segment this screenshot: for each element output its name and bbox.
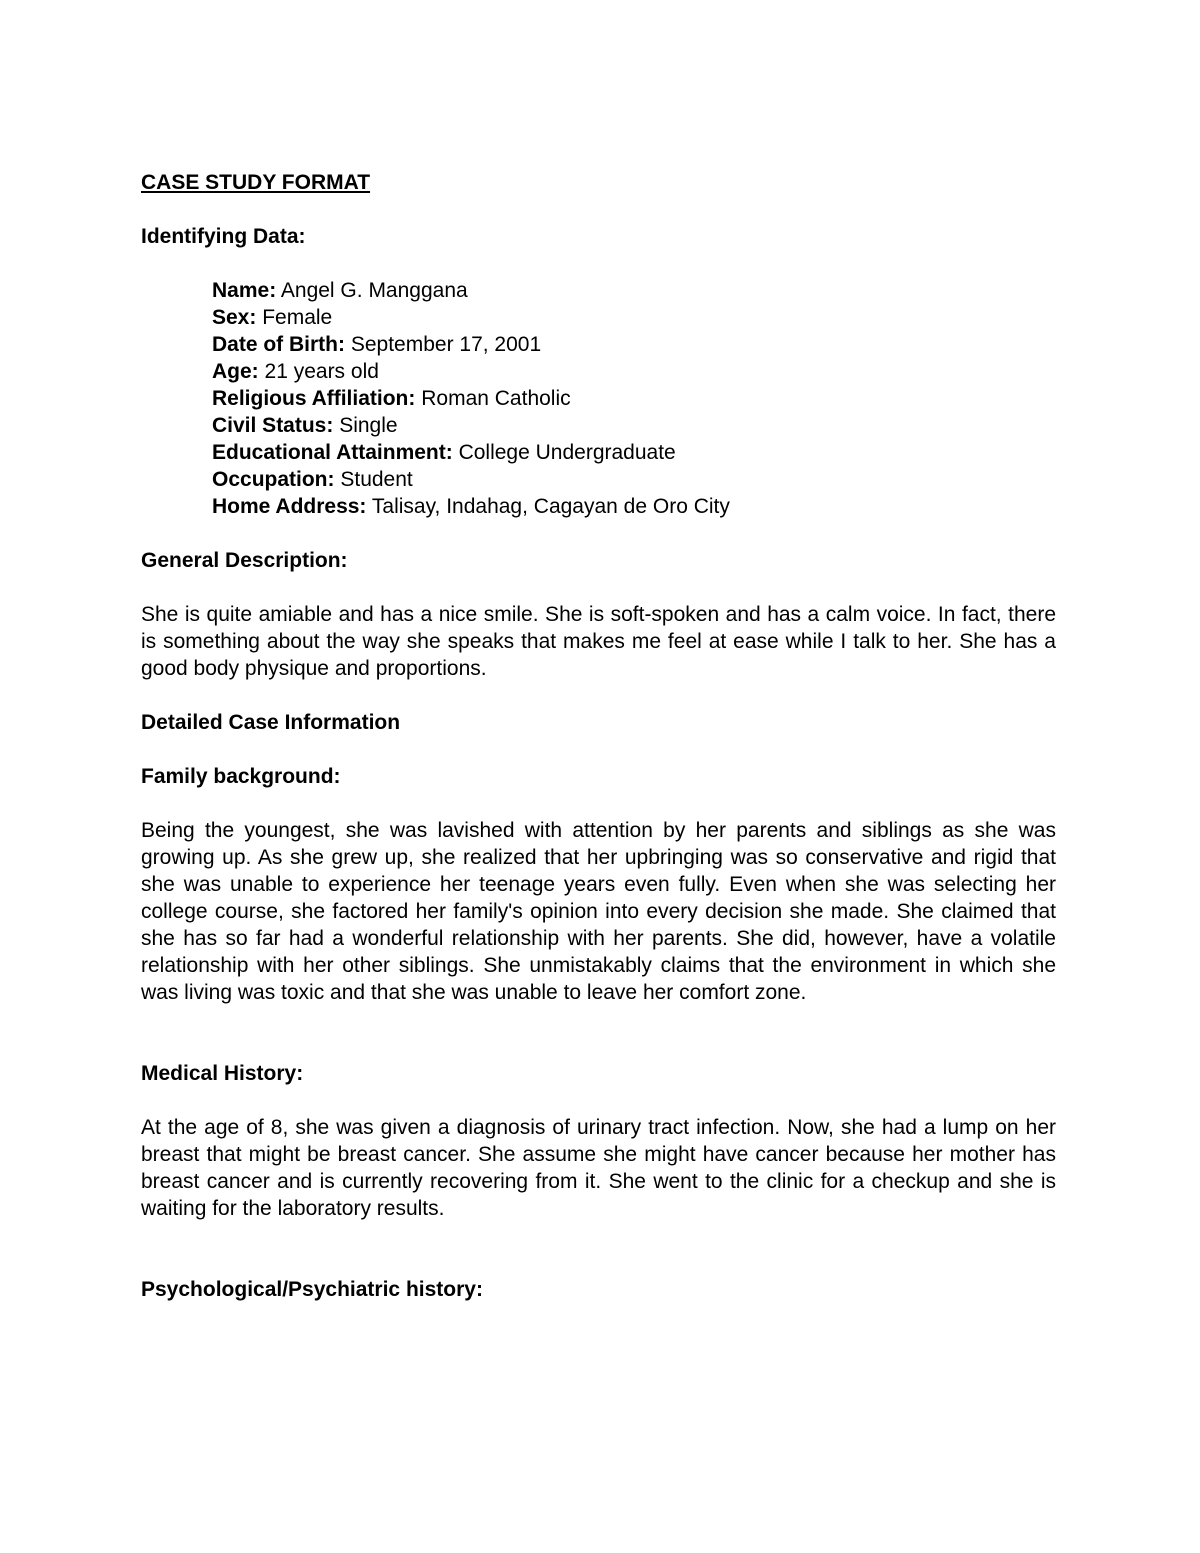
field-label: Civil Status: [212, 414, 334, 437]
field-value: Student [340, 468, 413, 491]
field-occupation [212, 466, 1056, 493]
field-label: Age: [212, 360, 259, 383]
identifying-data-list [141, 277, 1056, 520]
field-age [212, 358, 1056, 385]
family-background-text: Being the youngest, she was lavished with attention by her parents and siblings as she was growing up. As she grew up, she realized that her upbringing was so conservative and rigid that she was unable to experience her teenage years even fully. Even when she was selecting her college course, she factored her family's opinion into every decision she made. She claimed that she has so far had a wonderful relationship with her parents. She did, however, have a volatile relationship with her other siblings. She unmistakably claims that the environment in which she was living was toxic and that she was unable to leave her comfort zone. [141, 819, 1056, 1004]
field-label: Educational Attainment: [212, 441, 453, 464]
field-label: Name: [212, 279, 277, 302]
field-value: September 17, 2001 [350, 333, 542, 356]
field-value: College Undergraduate [458, 441, 676, 464]
field-label: Occupation: [212, 468, 335, 491]
detailed-case-heading: Detailed Case Information [141, 711, 401, 734]
field-date-of-birth [212, 331, 1056, 358]
identifying-data-heading: Identifying Data: [141, 225, 306, 248]
field-value: Talisay, Indahag, Cagayan de Oro City [371, 495, 730, 518]
field-label: Sex: [212, 306, 257, 329]
medical-history-text: At the age of 8, she was given a diagnosis of urinary tract infection. Now, she had a lump on her breast that might be breast cancer. She assume she might have cancer because her mother has breast cancer and is currently recovering from it. She went to the clinic for a checkup and she is waiting for the laboratory results. [141, 1116, 1056, 1220]
field-value: Roman Catholic [421, 387, 571, 410]
field-educational-attainment [212, 439, 1056, 466]
field-civil-status [212, 412, 1056, 439]
field-value: Angel G. Manggana [280, 279, 468, 302]
field-value: 21 years old [264, 360, 379, 383]
field-label: Home Address: [212, 495, 367, 518]
family-background-heading: Family background: [141, 765, 341, 788]
field-name [212, 277, 1056, 304]
field-label: Religious Affiliation: [212, 387, 416, 410]
document-page [141, 169, 1056, 1303]
general-description-text: She is quite amiable and has a nice smile. She is soft-spoken and has a calm voice. In fact, there is something about the way she speaks that makes me feel at ease while I talk to her. She has a good body physique and proportions. [141, 603, 1056, 680]
medical-history-heading: Medical History: [141, 1062, 304, 1085]
field-value: Female [262, 306, 333, 329]
general-description-heading: General Description: [141, 549, 348, 572]
field-value: Single [339, 414, 398, 437]
field-home-address [212, 493, 1056, 520]
field-label: Date of Birth: [212, 333, 345, 356]
field-sex [212, 304, 1056, 331]
document-title: CASE STUDY FORMAT [141, 171, 371, 194]
field-religious-affiliation [212, 385, 1056, 412]
psych-history-heading: Psychological/Psychiatric history: [141, 1278, 483, 1301]
